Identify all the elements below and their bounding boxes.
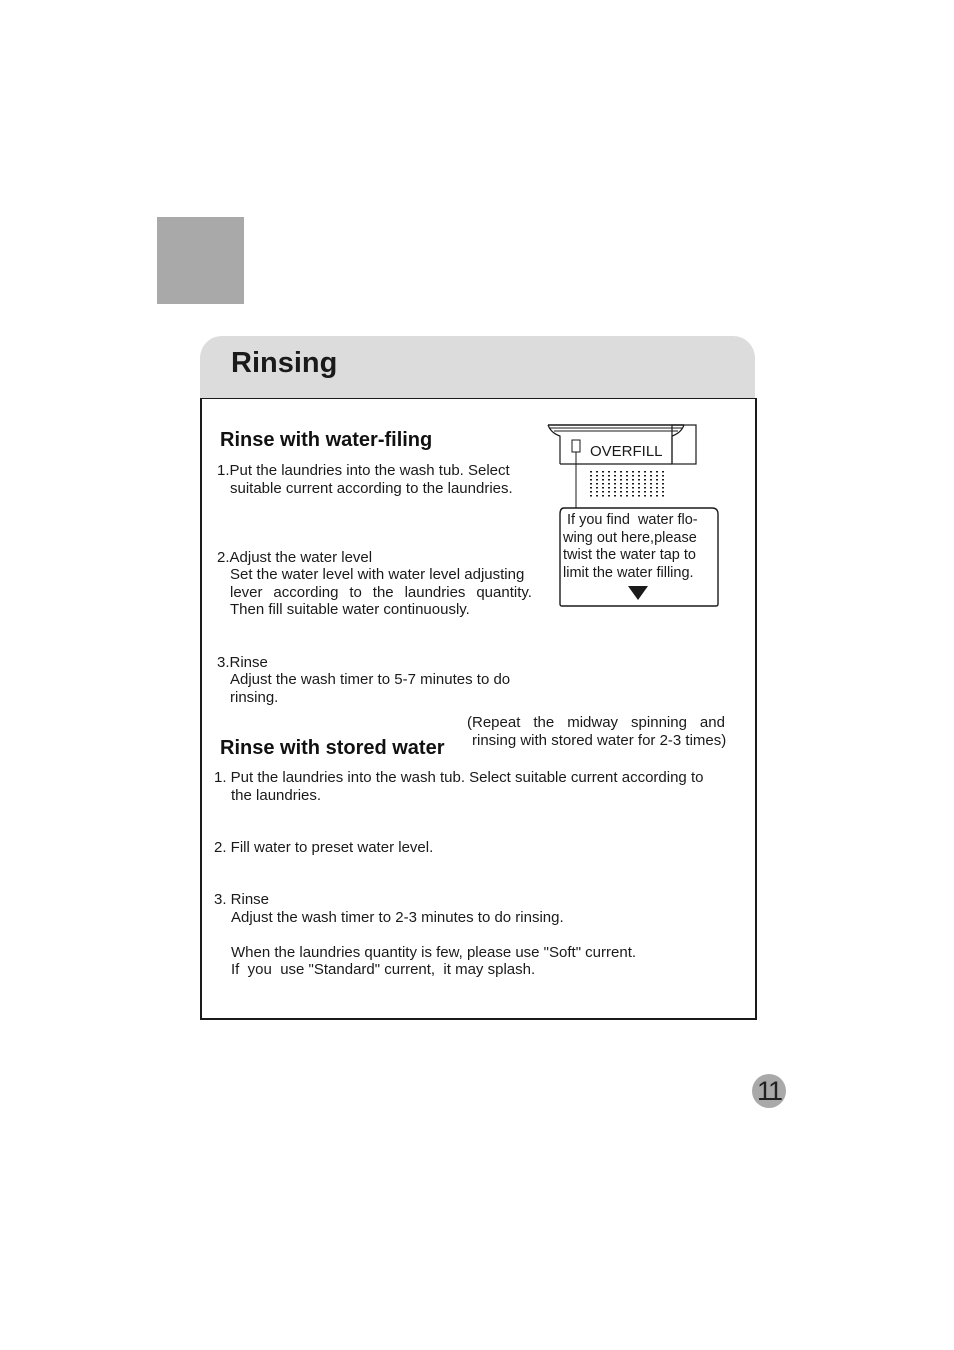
section2-step1-line1: 1. Put the laundries into the wash tub. Select suitable current according to — [214, 769, 704, 786]
section1-step3-title: 3.Rinse — [217, 654, 268, 671]
section2-tip-line1: When the laundries quantity is few, please use "Soft" current. — [231, 944, 637, 961]
section1-step2-title: 2.Adjust the water level — [217, 549, 373, 566]
section2-tip-line2: If you use "Standard" current, it may splash. — [231, 961, 536, 978]
callout-line3: twist the water tap to — [563, 547, 696, 563]
word: lever — [230, 584, 263, 601]
section1-step3-line2: rinsing. — [230, 689, 279, 706]
repeat-note-line2: rinsing with stored water for 2-3 times) — [472, 732, 727, 749]
callout-line2: wing out here,please — [563, 530, 697, 546]
word: to — [349, 584, 362, 601]
repeat-note-line1 — [467, 714, 725, 732]
section1-step1-line2: suitable current according to the laundries. — [230, 480, 513, 497]
section1-step3-line1: Adjust the wash timer to 5-7 minutes to do — [230, 671, 511, 688]
section1-step1-line1: 1.Put the laundries into the wash tub. Select — [217, 462, 510, 479]
word: spinning — [631, 714, 687, 731]
word: and — [699, 714, 725, 731]
section2-step2-line1: 2. Fill water to preset water level. — [214, 839, 434, 856]
callout-line4: limit the water filling. — [563, 565, 694, 581]
word: the — [533, 714, 555, 731]
section2-step3-line1: Adjust the wash timer to 2-3 minutes to do rinsing. — [231, 909, 564, 926]
overflow-hole — [572, 440, 580, 452]
overfill-label: OVERFILL — [590, 443, 663, 460]
header-gray-square — [157, 217, 244, 304]
page-number-badge: 11 — [752, 1074, 786, 1108]
word: (Repeat — [467, 714, 521, 731]
section1-heading: Rinse with water-filing — [220, 429, 433, 451]
word: according — [273, 584, 339, 601]
page-title: Rinsing — [231, 347, 338, 379]
water-flow-dots — [590, 471, 664, 497]
word: quantity. — [476, 584, 532, 601]
section2-step3-title: 3. Rinse — [214, 891, 270, 908]
section1-step2-line2 — [230, 584, 532, 602]
word: the — [372, 584, 394, 601]
callout-line1: If you find water flo- — [563, 512, 698, 528]
word: midway — [567, 714, 619, 731]
section2-heading: Rinse with stored water — [220, 737, 445, 759]
word: laundries — [404, 584, 466, 601]
section1-step2-line3: Then fill suitable water continuously. — [230, 601, 470, 618]
section1-step2-line1: Set the water level with water level adjusting — [230, 566, 525, 583]
section2-step1-line2: the laundries. — [231, 787, 322, 804]
overfill-diagram — [540, 418, 730, 613]
